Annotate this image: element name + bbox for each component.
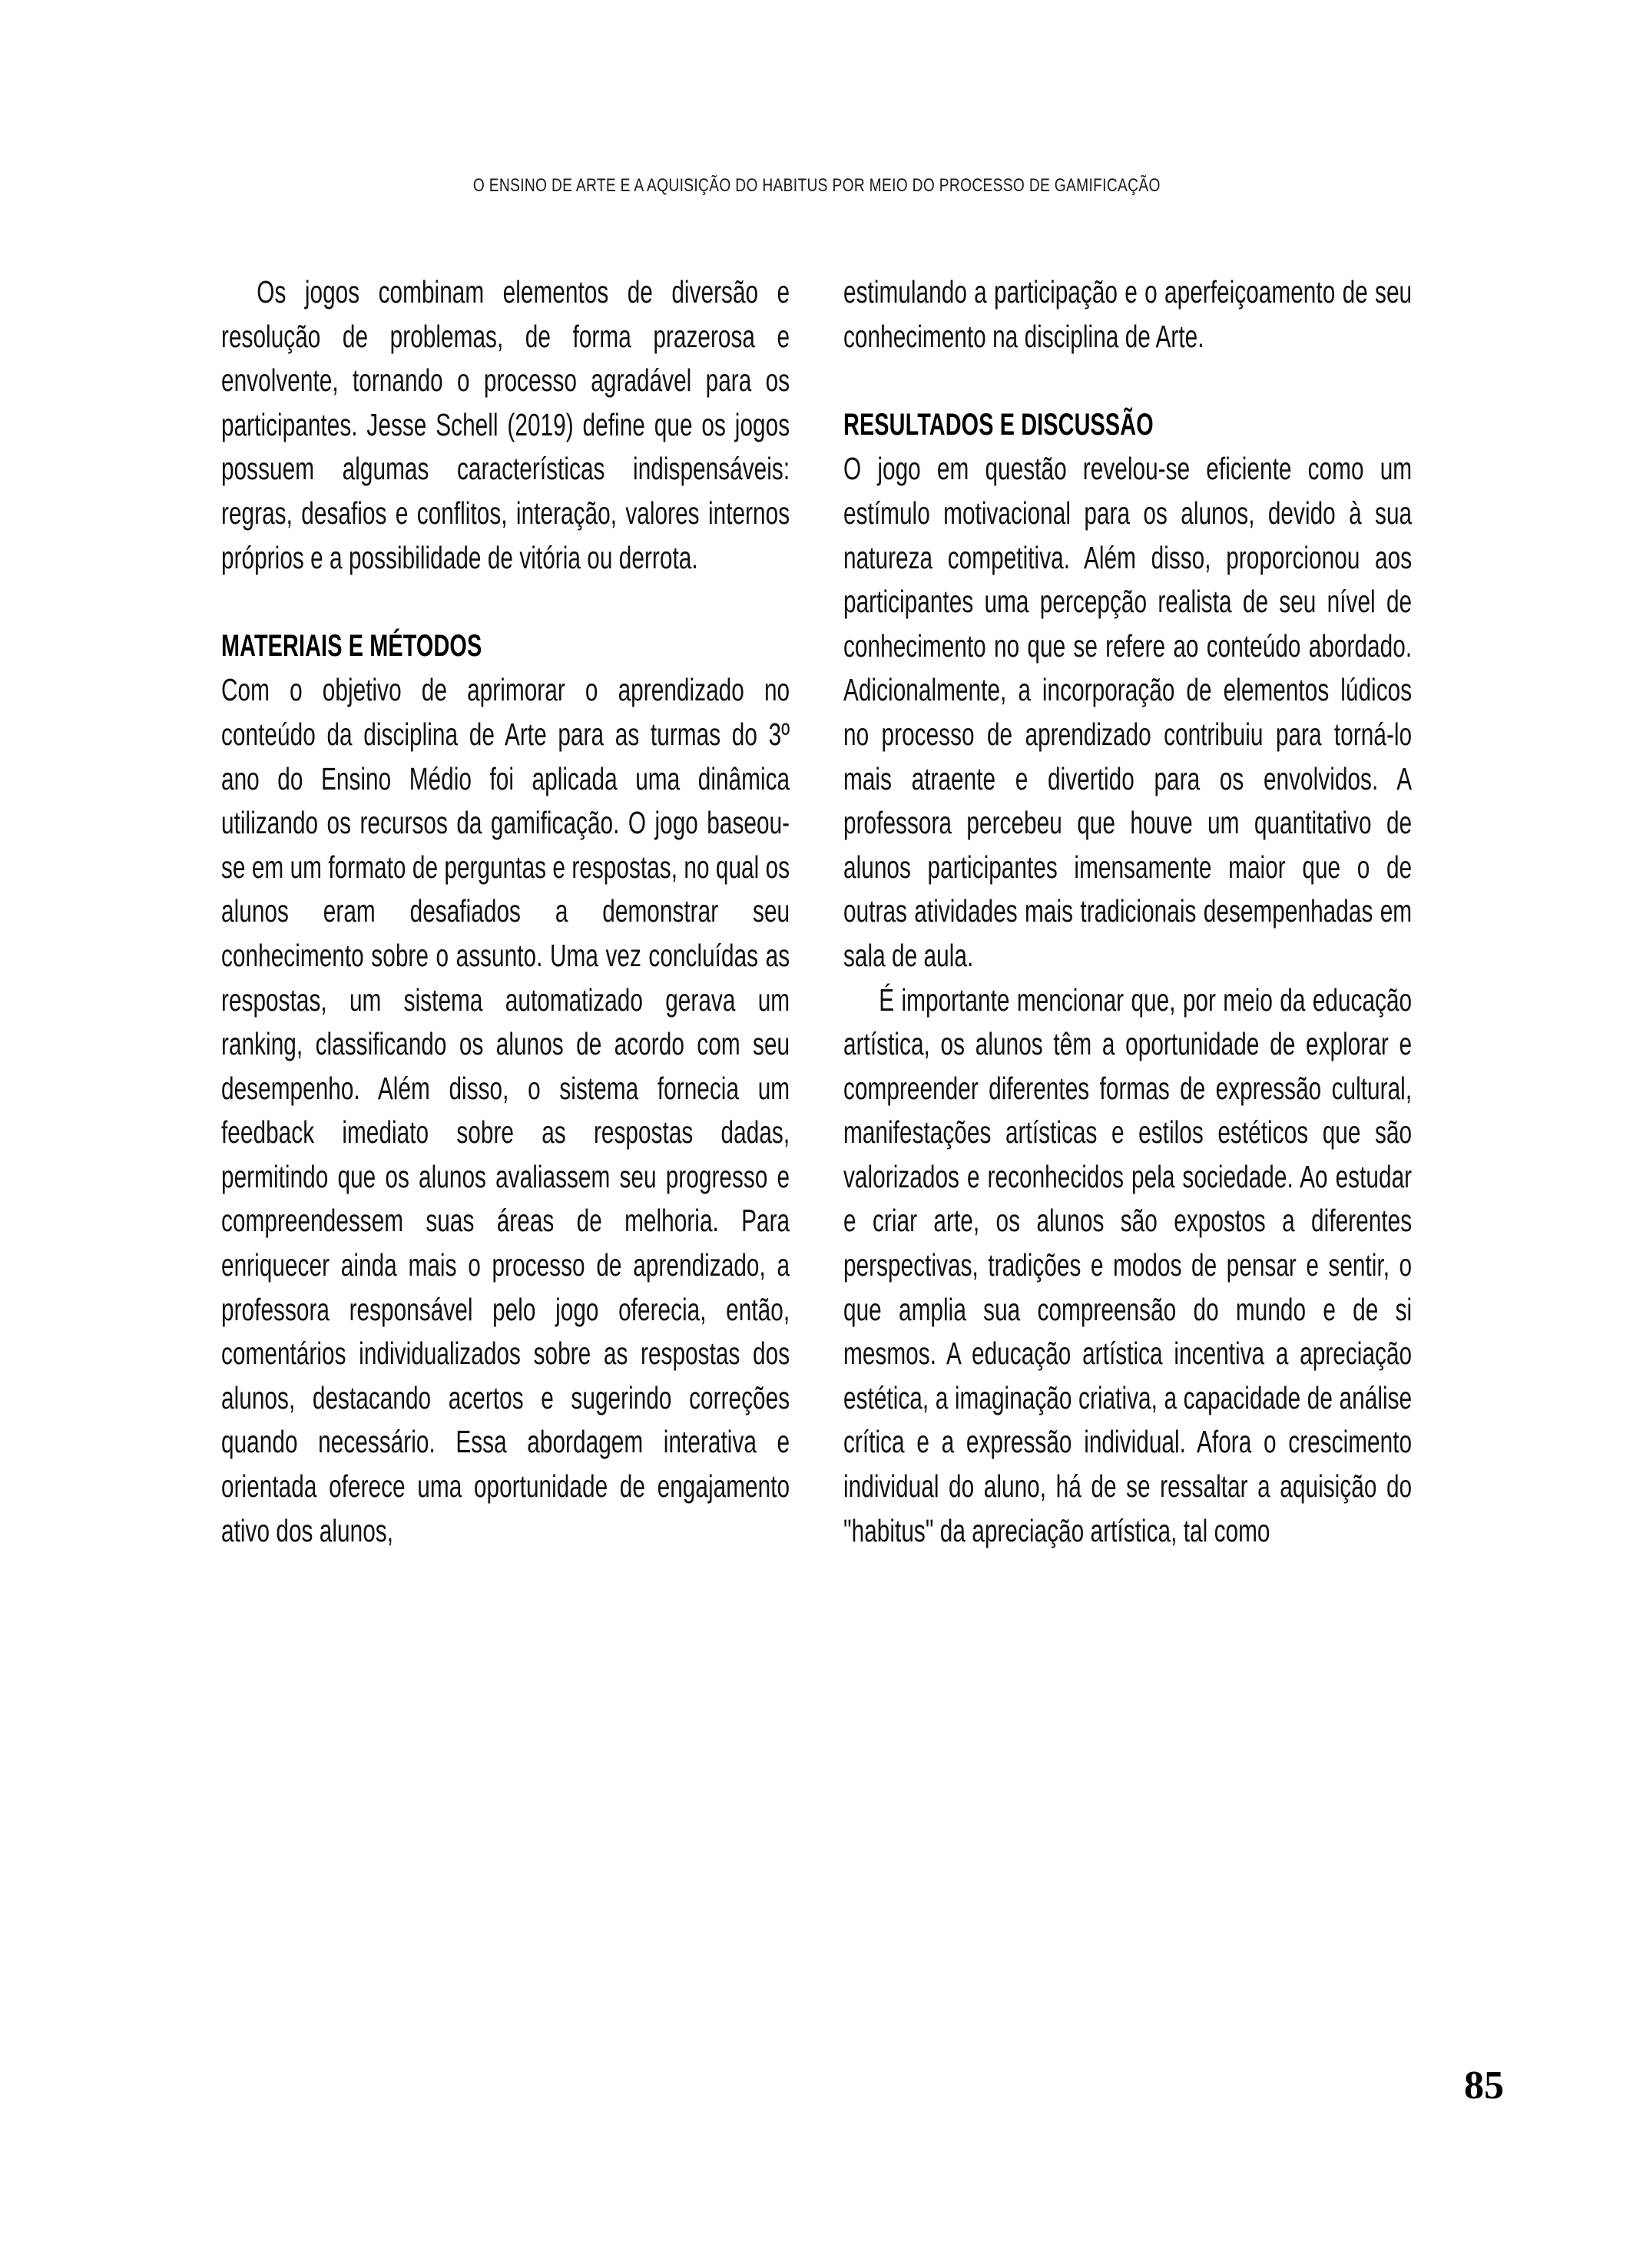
right-paragraph-1: estimulando a participação e o aperfeiçoamento de seu conhecimento na disciplina de Arte. xyxy=(843,274,1413,354)
right-paragraph-2: O jogo em questão revelou-se eficiente como um estímulo motivacional para os alunos, devido à sua natureza competitiva. Além disso, proporcionou aos participantes uma percepção realista de seu nível de conhecimento no que se refere ao conteúdo abordado. Adicionalmente, a incorporação de elementos lúdicos no processo de aprendizado contribuiu para torná-lo mais atraente e divertido para os envolvidos. A professora percebeu que houve um quantitativo de alunos participantes imensamente maior que o de outras atividades mais tradicionais desempenhadas em sala de aula. xyxy=(843,451,1413,973)
right-column xyxy=(843,270,1412,1983)
section-heading-materiais-e-metodos: MATERIAIS E MÉTODOS xyxy=(221,628,482,663)
running-head xyxy=(0,175,1633,197)
heading-spacer xyxy=(843,359,1412,403)
page-number: 85 xyxy=(1464,2064,1504,2107)
left-paragraph-1: Os jogos combinam elementos de diversão e resolução de problemas, de forma prazerosa e envolvente, tornando o processo agradável para os participantes. Jesse Schell (2019) define que os jogos possuem algumas características indispensáveis: regras, desafios e conflitos, interação, valores internos próprios e a possibilidade de vitória ou derrota. xyxy=(221,274,790,575)
running-head-text: O ENSINO DE ARTE E A AQUISIÇÃO DO HABITUS POR MEIO DO PROCESSO DE GAMIFICAÇÃO xyxy=(472,175,1161,196)
left-column xyxy=(221,270,790,1983)
section-heading-resultados-e-discussao: RESULTADOS E DISCUSSÃO xyxy=(843,407,1154,442)
two-column-body xyxy=(221,270,1412,1983)
right-paragraph-3: É importante mencionar que, por meio da educação artística, os alunos têm a oportunidade de explorar e compreender diferentes formas de expressão cultural, manifestações artísticas e estilos estéticos que são valorizados e reconhecidos pela sociedade. Ao estudar e criar arte, os alunos são expostos a diferentes perspectivas, tradições e modos de pensar e sentir, o que amplia sua compreensão do mundo e de si mesmos. A educação artística incentiva a apreciação estética, a imaginação criativa, a capacidade de análise crítica e a expressão individual. Afora o crescimento individual do aluno, há de se ressaltar a aquisição do "habitus" da apreciação artística, tal como xyxy=(843,982,1413,1548)
heading-spacer xyxy=(221,580,790,624)
left-paragraph-2: Com o objetivo de aprimorar o aprendizado no conteúdo da disciplina de Arte para as turmas do 3º ano do Ensino Médio foi aplicada uma dinâmica utilizando os recursos da gamificação. O jogo baseou-se em um formato de perguntas e respostas, no qual os alunos eram desafiados a demonstrar seu conhecimento sobre o assunto. Uma vez concluídas as respostas, um sistema automatizado gerava um ranking, classificando os alunos de acordo com seu desempenho. Além disso, o sistema fornecia um feedback imediato sobre as respostas dadas, permitindo que os alunos avaliassem seu progresso e compreendessem suas áreas de melhoria. Para enriquecer ainda mais o processo de aprendizado, a professora responsável pelo jogo oferecia, então, comentários individualizados sobre as respostas dos alunos, destacando acertos e sugerindo correções quando necessário. Essa abordagem interativa e orientada oferece uma oportunidade de engajamento ativo dos alunos, xyxy=(221,672,790,1548)
